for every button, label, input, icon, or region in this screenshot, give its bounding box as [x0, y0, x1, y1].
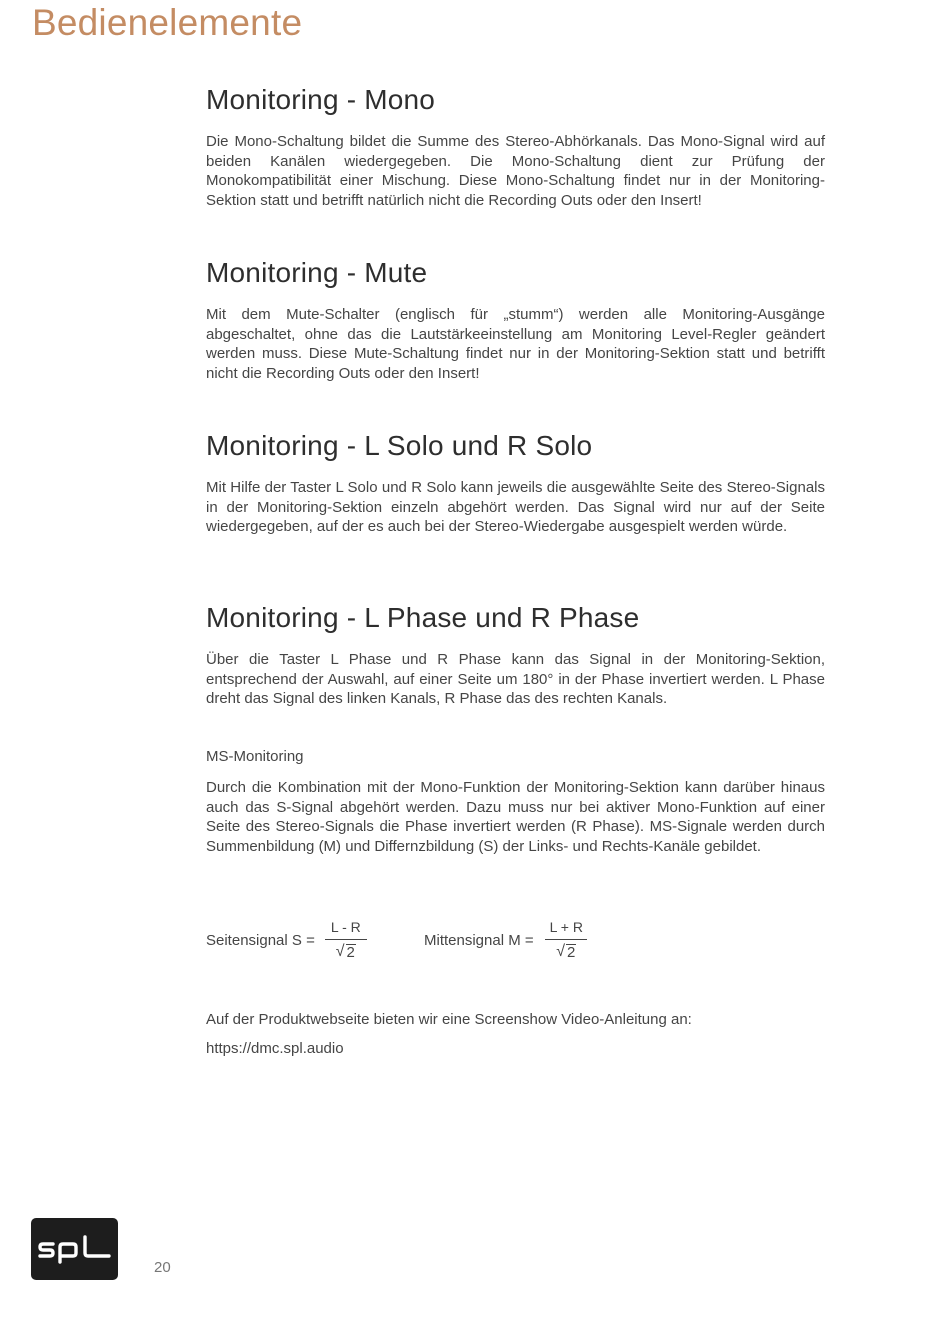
formula-mid-signal — [424, 912, 589, 968]
ms-subheading: MS-Monitoring — [206, 748, 304, 765]
fraction-denominator — [336, 940, 356, 961]
formula-side-signal — [206, 912, 367, 968]
ms-text: Durch die Kombination mit der Mono-Funktion der Monitoring-Sektion kann darüber hinaus auch das S-Signal abgehört werden. Dazu muss nur bei aktiver Mono-Funktion auf einer Seite des Stereo-Signals die Phase invertiert werden (R Phase). MS-Signale werden durch Summenbildung (M) und Differnzbildung (S) der Links- und Rechts-Kanäle gebildet. — [206, 779, 825, 856]
page-number: 20 — [154, 1259, 171, 1276]
section-text: Mit Hilfe der Taster L Solo und R Solo kann jeweils die ausgewählte Seite des Stereo-Signals in der Monitoring-Sektion einzeln abgehört werden. Das Signal wird nur auf der Seite wiedergegeben, auf der es auch bei der Stereo-Wiedergabe ausgespielt werden würde. — [206, 479, 825, 536]
video-note: Auf der Produktwebseite bieten wir eine Screenshow Video-Anleitung an: — [206, 1011, 692, 1028]
sqrt-argument: 2 — [346, 944, 355, 961]
fraction — [544, 919, 589, 961]
section-text: Mit dem Mute-Schalter (englisch für „stumm“) werden alle Monitoring-Ausgänge abgeschaltet, ohne das die Lautstärkeeinstellung am Monitoring Level-Regler geändert werden muss. Diese Mute-Schaltung findet nur in der Monitoring-Sektion statt und betrifft nicht die Recording Outs oder den Insert! — [206, 306, 825, 383]
section-mute — [206, 255, 825, 384]
section-text: Die Mono-Schaltung bildet die Summe des Stereo-Abhörkanals. Das Mono-Signal wird auf beiden Kanälen wiedergegeben. Die Mono-Schaltung dient zur Prüfung der Monokompatibilität einer Mischung. Diese Mono-Schaltung findet nur in der Monitoring-Sektion statt und betrifft natürlich nicht die Recording Outs oder den Insert! — [206, 133, 825, 210]
section-mono — [206, 82, 825, 211]
product-url-link[interactable]: https://dmc.spl.audio — [206, 1040, 344, 1057]
section-heading: Monitoring - L Solo und R Solo — [206, 430, 593, 461]
fraction-denominator — [556, 940, 576, 961]
page-title: Bedienelemente — [32, 2, 303, 43]
formula-label: Seitensignal S = — [206, 931, 315, 949]
section-text: Über die Taster L Phase und R Phase kann das Signal in der Monitoring-Sektion, entsprechend der Auswahl, auf einer Seite um 180° in der Phase invertiert werden. L Phase dreht das Signal des linken Kanals, R Phase das des rechten Kanals. — [206, 651, 825, 708]
fraction — [325, 919, 367, 961]
fraction-numerator: L - R — [330, 919, 361, 935]
section-phase — [206, 600, 825, 709]
sqrt-icon: √ — [335, 943, 345, 960]
sqrt-icon: √ — [556, 943, 566, 960]
spl-logo-icon — [31, 1218, 118, 1280]
section-heading: Monitoring - L Phase und R Phase — [206, 602, 640, 633]
formula-label: Mittensignal M = — [424, 931, 534, 949]
section-solo — [206, 428, 825, 537]
section-heading: Monitoring - Mute — [206, 257, 428, 288]
fraction-numerator: L + R — [549, 919, 583, 935]
spl-logo — [31, 1218, 118, 1280]
sqrt-argument: 2 — [567, 944, 576, 961]
section-heading: Monitoring - Mono — [206, 84, 436, 115]
